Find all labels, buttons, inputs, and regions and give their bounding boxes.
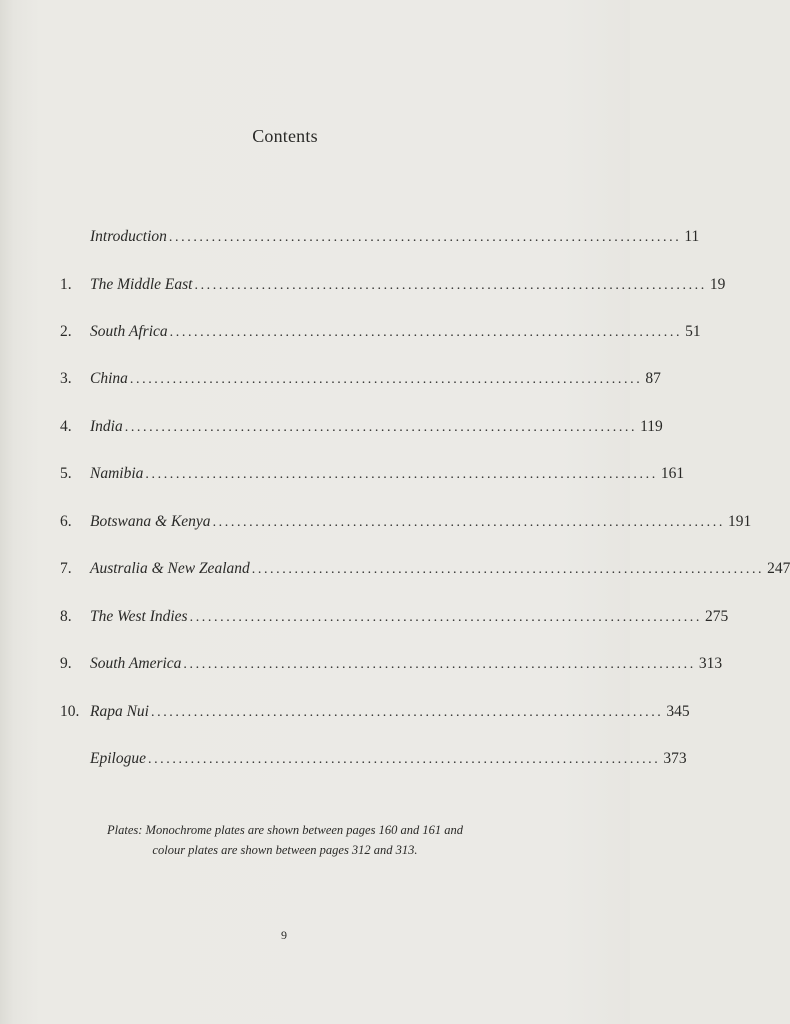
toc-entry-page: 313 bbox=[698, 655, 723, 672]
toc-entry-page: 19 bbox=[709, 276, 726, 293]
toc-entry-china[interactable] bbox=[60, 370, 661, 394]
toc-entry-page: 373 bbox=[663, 750, 687, 767]
toc-entry-number: 9. bbox=[60, 655, 72, 672]
toc-entry-number: 3. bbox=[60, 370, 72, 387]
toc-entry-page: 161 bbox=[660, 465, 685, 482]
toc-entry-south-america[interactable] bbox=[60, 655, 723, 679]
toc-entry-page: 345 bbox=[666, 703, 690, 720]
toc-entry-south-africa[interactable] bbox=[60, 323, 701, 347]
toc-entry-number: 2. bbox=[60, 323, 72, 340]
toc-entry-title: Introduction bbox=[90, 228, 167, 245]
toc-entry-title: Australia & New Zealand bbox=[90, 560, 250, 577]
dot-leader: .................................................................................... bbox=[251, 562, 765, 577]
toc-entry-title: The West Indies bbox=[90, 608, 188, 625]
toc-entry-west-indies[interactable] bbox=[60, 608, 729, 632]
toc-entry-title: Namibia bbox=[90, 465, 144, 482]
toc-entry-number: 6. bbox=[60, 513, 72, 530]
toc-entry-page: 51 bbox=[685, 323, 701, 340]
dot-leader: .................................................................................... bbox=[189, 610, 702, 625]
toc-entry-india[interactable] bbox=[60, 418, 663, 442]
toc-entry-number: 7. bbox=[60, 560, 72, 577]
toc-entry-rapa-nui[interactable] bbox=[60, 703, 690, 727]
toc-entry-title: China bbox=[90, 370, 128, 387]
toc-entry-page: 87 bbox=[645, 370, 661, 387]
toc-entry-page: 275 bbox=[705, 608, 729, 625]
toc-entry-australia-new-zealand[interactable] bbox=[60, 560, 790, 584]
toc-entry-number: 10. bbox=[60, 703, 80, 720]
page-number: 9 bbox=[281, 928, 287, 942]
toc-entry-botswana-kenya[interactable] bbox=[60, 513, 752, 537]
dot-leader: .................................................................................... bbox=[145, 467, 658, 482]
toc-entry-namibia[interactable] bbox=[60, 465, 685, 489]
toc-entry-introduction[interactable] bbox=[60, 228, 700, 252]
toc-entry-title: Botswana & Kenya bbox=[90, 513, 211, 530]
toc-entry-title: South America bbox=[90, 655, 182, 672]
page-title: Contents bbox=[252, 126, 318, 146]
plates-note-line-2: colour plates are shown between pages 312 and 313. bbox=[152, 843, 418, 857]
dot-leader: .................................................................................... bbox=[194, 278, 707, 293]
toc-entry-epilogue[interactable] bbox=[60, 750, 687, 774]
toc-entry-number: 8. bbox=[60, 608, 72, 625]
toc-entry-title: The Middle East bbox=[90, 276, 193, 293]
plates-note-line-1: Plates: Monochrome plates are shown between pages 160 and 161 and bbox=[107, 823, 463, 837]
toc-entry-title: South Africa bbox=[90, 323, 168, 340]
dot-leader: .................................................................................... bbox=[129, 372, 643, 387]
dot-leader: .................................................................................... bbox=[183, 657, 696, 672]
dot-leader: .................................................................................... bbox=[212, 515, 725, 530]
toc-entry-page: 11 bbox=[684, 228, 700, 245]
dot-leader: .................................................................................... bbox=[169, 325, 683, 340]
toc-entry-number: 5. bbox=[60, 465, 72, 482]
dot-leader: .................................................................................... bbox=[147, 752, 661, 767]
toc-entry-page: 119 bbox=[640, 418, 663, 435]
toc-entry-middle-east[interactable] bbox=[60, 276, 726, 300]
dot-leader: .................................................................................... bbox=[124, 420, 638, 435]
dot-leader: .................................................................................... bbox=[168, 230, 682, 245]
toc-entry-title: India bbox=[90, 418, 123, 435]
plates-note bbox=[60, 820, 510, 860]
toc-entry-page: 247 bbox=[767, 560, 790, 577]
toc-entry-title: Rapa Nui bbox=[90, 703, 149, 720]
toc-entry-page: 191 bbox=[727, 513, 752, 530]
toc-entry-number: 4. bbox=[60, 418, 72, 435]
toc-entry-title: Epilogue bbox=[90, 750, 146, 767]
toc-entry-number: 1. bbox=[60, 276, 72, 293]
dot-leader: .................................................................................... bbox=[151, 705, 664, 720]
